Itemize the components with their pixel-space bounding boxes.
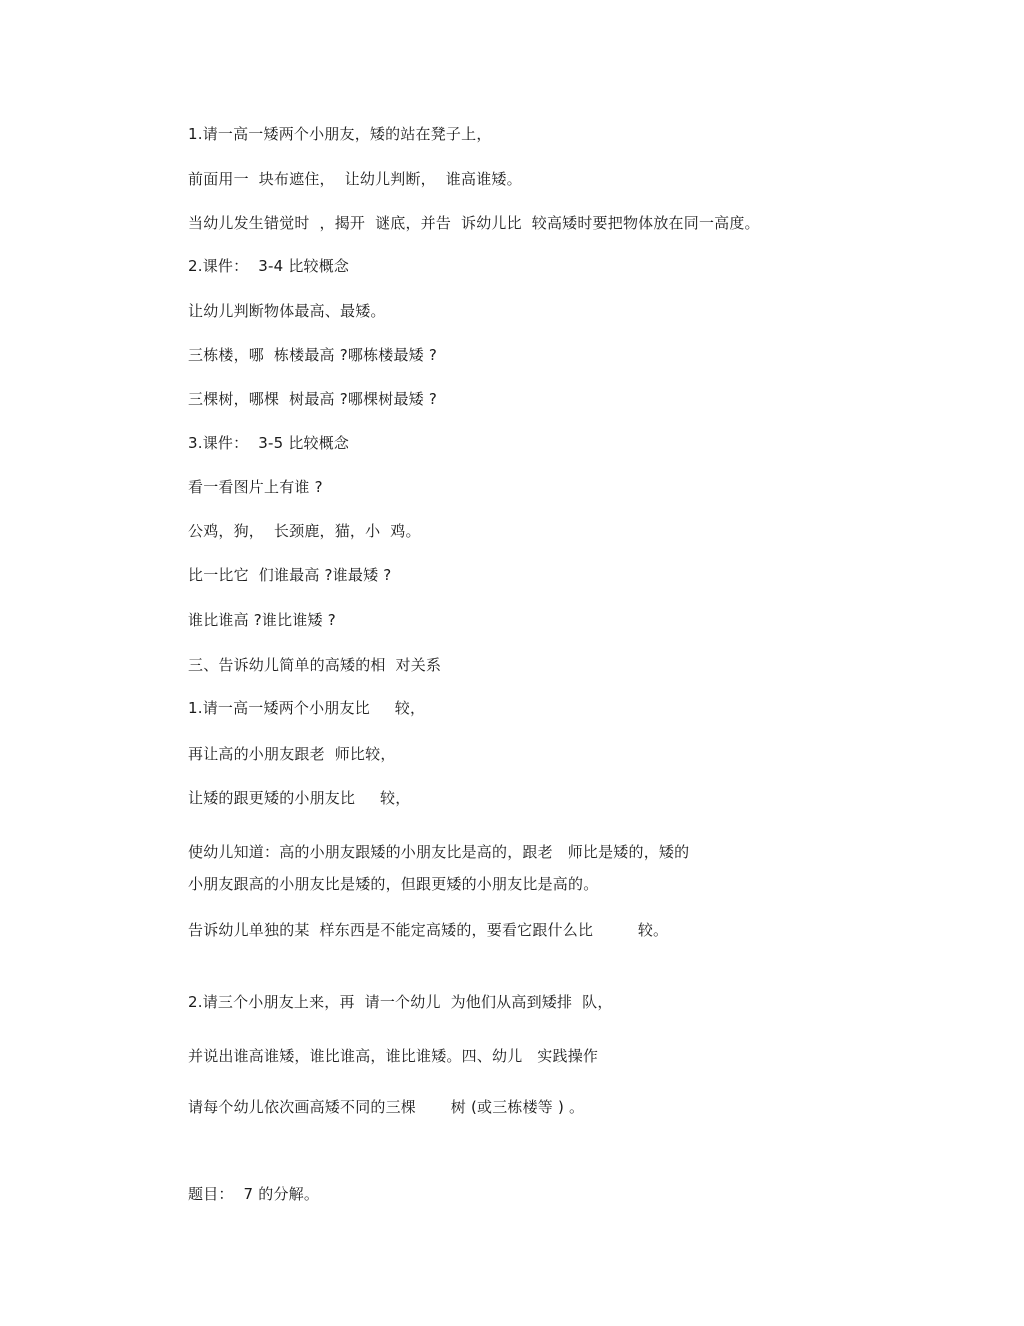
text-line: 让幼儿判断物体最高、最矮。 bbox=[188, 302, 386, 320]
text-line: 谁比谁高 ?谁比谁矮 ? bbox=[188, 611, 336, 629]
section-heading: 三、告诉幼儿简单的高矮的相 对关系 bbox=[188, 656, 442, 674]
text-line: 三棵树，哪棵 树最高 ?哪棵树最矮 ? bbox=[188, 390, 437, 408]
text-line: 并说出谁高谁矮，谁比谁高，谁比谁矮。四、幼儿 实践操作 bbox=[188, 1047, 599, 1065]
text-line: 小朋友跟高的小朋友比是矮的，但跟更矮的小朋友比是高的。 bbox=[188, 875, 599, 893]
text-line: 告诉幼儿单独的某 样东西是不能定高矮的，要看它跟什么比 较。 bbox=[188, 921, 669, 939]
text-line: 1.请一高一矮两个小朋友比 较， bbox=[188, 699, 426, 717]
text-line: 比一比它 们谁最高 ?谁最矮 ? bbox=[188, 566, 392, 584]
text-line: 2.课件： 3-4 比较概念 bbox=[188, 257, 350, 275]
text-line: 三栋楼，哪 栋楼最高 ?哪栋楼最矮 ? bbox=[188, 346, 437, 364]
text-line: 看一看图片上有谁 ? bbox=[188, 478, 323, 496]
text-line: 2.请三个小朋友上来，再 请一个幼儿 为他们从高到矮排 队， bbox=[188, 993, 613, 1011]
text-line: 当幼儿发生错觉时 ，揭开 谜底，并告 诉幼儿比 较高矮时要把物体放在同一高度。 bbox=[188, 214, 760, 232]
topic-heading: 题目： 7 的分解。 bbox=[188, 1185, 320, 1203]
text-line: 使幼儿知道：高的小朋友跟矮的小朋友比是高的，跟老 师比是矮的，矮的 bbox=[188, 843, 690, 861]
text-line: 让矮的跟更矮的小朋友比 较， bbox=[188, 789, 411, 807]
text-line: 1.请一高一矮两个小朋友，矮的站在凳子上， bbox=[188, 125, 492, 143]
text-line: 3.课件： 3-5 比较概念 bbox=[188, 434, 350, 452]
text-line: 公鸡，狗， 长颈鹿，猫，小 鸡。 bbox=[188, 522, 421, 540]
text-line: 再让高的小朋友跟老 师比较， bbox=[188, 745, 396, 763]
text-line: 前面用一 块布遮住， 让幼儿判断， 谁高谁矮。 bbox=[188, 170, 522, 188]
text-line: 请每个幼儿依次画高矮不同的三棵 树 (或三栋楼等 ) 。 bbox=[188, 1098, 585, 1116]
